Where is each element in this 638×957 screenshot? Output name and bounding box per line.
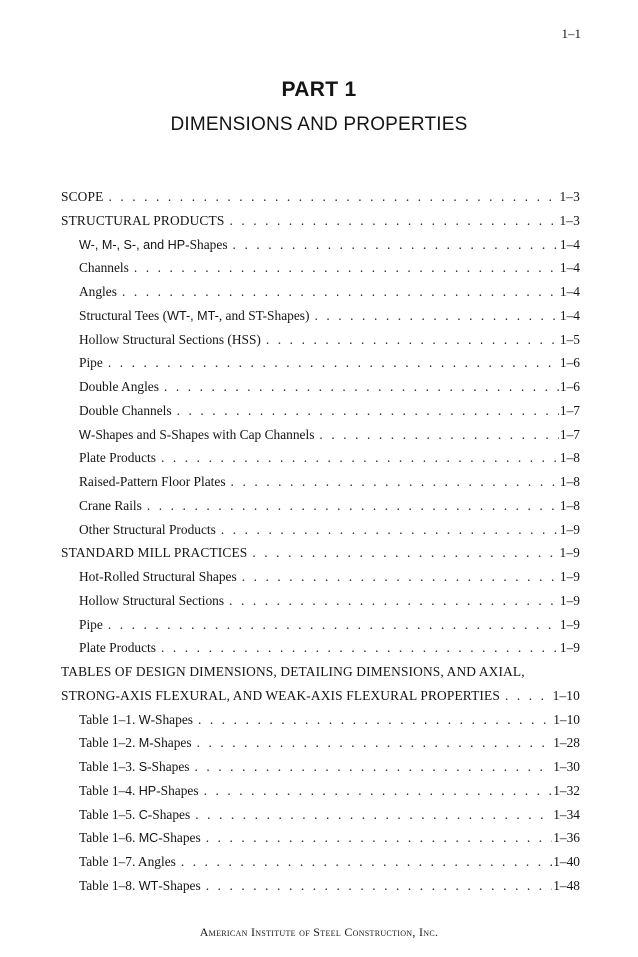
toc-label-prefix: Structural Tees (	[79, 307, 168, 323]
toc-page-number: 1–9	[559, 640, 580, 656]
toc-label-prefix: Table 1–4.	[79, 782, 139, 798]
toc-label-shape-designation: W	[138, 712, 151, 727]
toc-entry-label: Double Angles	[79, 379, 159, 394]
toc-label-shape-designation: C	[138, 807, 148, 822]
toc-subentry[interactable]	[61, 403, 580, 427]
toc-entry-label	[79, 308, 309, 324]
toc-subentry[interactable]	[61, 260, 580, 284]
toc-subentry[interactable]	[61, 783, 580, 807]
dot-leader	[164, 379, 559, 395]
toc-subentry[interactable]	[61, 237, 580, 261]
toc-subentry[interactable]	[61, 830, 580, 854]
toc-label-suffix: -Shapes	[147, 759, 190, 774]
toc-page-number: 1–4	[559, 260, 580, 276]
dot-leader	[231, 474, 559, 490]
toc-label-shape-designation: M	[138, 736, 150, 751]
toc-subentry[interactable]	[61, 854, 580, 878]
toc-entry-label: Plate Products	[79, 640, 156, 656]
toc-page-number: 1–32	[553, 782, 580, 798]
toc-entry-label: Double Channels	[79, 402, 172, 418]
toc-entry[interactable]	[61, 189, 580, 213]
dot-leader	[195, 807, 552, 823]
toc-entry-label: Plate Products	[79, 450, 156, 466]
toc-subentry[interactable]	[61, 807, 580, 831]
toc-entry-label: Pipe	[79, 616, 103, 632]
toc-subentry[interactable]	[61, 759, 580, 783]
dot-leader	[319, 427, 558, 443]
toc-label-prefix: Table 1–2.	[79, 735, 139, 751]
toc-page-number: 1–9	[559, 521, 580, 537]
dot-leader	[204, 783, 553, 799]
toc-label-suffix: -Shapes and S-Shapes with Cap Channels	[90, 426, 315, 442]
toc-subentry[interactable]	[61, 498, 580, 522]
part-title: PART 1	[281, 78, 357, 101]
toc-label-prefix: Table 1–8.	[79, 877, 139, 893]
toc-heading-line: TABLES OF DESIGN DIMENSIONS, DETAILING DIMENSIONS, AND AXIAL,	[61, 664, 525, 679]
dot-leader	[195, 759, 553, 775]
toc-subentry[interactable]	[61, 308, 580, 332]
toc-label-suffix: -Shapes	[185, 236, 228, 252]
toc-label-shape-designation: WT-, MT-	[167, 308, 219, 323]
toc-subentry[interactable]	[61, 735, 580, 759]
toc-label-prefix: Table 1–5.	[79, 806, 139, 822]
toc-subentry[interactable]	[61, 355, 580, 379]
footer-publisher: American Institute of Steel Construction, Inc.	[199, 925, 439, 939]
toc-label-shape-designation: W	[79, 427, 91, 442]
dot-leader	[198, 712, 552, 728]
toc-page-number: 1–5	[559, 331, 580, 347]
toc-subentry[interactable]	[61, 379, 580, 403]
toc-page-number: 1–4	[559, 284, 580, 299]
toc-label-prefix: Table 1–1.	[79, 711, 139, 727]
toc-page-number: 1–9	[559, 545, 580, 561]
dot-leader	[108, 355, 559, 371]
toc-entry[interactable]	[61, 688, 580, 712]
toc-page-number: 1–8	[559, 497, 580, 513]
toc-entry-label: SCOPE	[61, 189, 104, 204]
dot-leader	[252, 545, 558, 561]
dot-leader	[233, 237, 559, 253]
toc-page-number: 1–48	[553, 877, 580, 893]
dot-leader	[242, 569, 559, 585]
toc-subentry[interactable]	[61, 522, 580, 546]
toc-label-suffix: , and ST-Shapes)	[218, 307, 310, 323]
toc-entry-label: STRONG-AXIS FLEXURAL, AND WEAK-AXIS FLEXURAL PROPERTIES	[61, 687, 500, 703]
toc-page-number: 1–28	[553, 735, 580, 751]
toc-page-number: 1–3	[559, 212, 580, 228]
toc-page-number: 1–9	[559, 569, 580, 584]
toc-label-suffix: -Shapes	[147, 806, 191, 822]
toc-page-number: 1–6	[559, 379, 580, 394]
toc-entry-label	[79, 783, 199, 799]
toc-label-suffix: -Shapes	[149, 735, 192, 751]
toc-subentry[interactable]	[61, 569, 580, 593]
toc-page-number: 1–34	[553, 806, 580, 822]
toc-page-number: 1–4	[559, 236, 580, 252]
toc-subentry[interactable]	[61, 617, 580, 641]
toc-subentry[interactable]	[61, 878, 580, 902]
toc-subentry[interactable]	[61, 593, 580, 617]
dot-leader	[177, 403, 559, 419]
toc-label-shape-designation: WT	[138, 878, 159, 893]
dot-leader	[197, 735, 553, 751]
toc-label-shape-designation: S	[138, 760, 148, 774]
toc-entry-label: Angles	[79, 284, 117, 299]
toc-page-number: 1–6	[559, 355, 580, 371]
dot-leader	[229, 213, 558, 229]
toc-label-suffix: -Shapes	[158, 877, 201, 893]
dot-leader	[108, 189, 558, 205]
toc-entry-label	[79, 735, 192, 751]
dot-leader	[206, 878, 553, 894]
toc-page-number: 1–10	[552, 687, 580, 703]
dot-leader	[147, 498, 559, 514]
dot-leader	[505, 688, 552, 704]
dot-leader	[122, 284, 559, 300]
toc-entry-label: Other Structural Products	[79, 521, 216, 537]
toc-entry-label	[79, 712, 193, 728]
toc-subentry[interactable]	[61, 474, 580, 498]
toc-label-suffix: -Shapes	[156, 782, 199, 798]
dot-leader	[161, 640, 559, 656]
table-of-contents	[61, 189, 580, 902]
toc-entry-label	[79, 807, 190, 823]
toc-page-number: 1–7	[559, 402, 580, 418]
toc-entry-label: STANDARD MILL PRACTICES	[61, 545, 248, 561]
part-subtitle: DIMENSIONS AND PROPERTIES	[170, 114, 468, 135]
toc-subentry[interactable]	[61, 427, 580, 451]
toc-page-number: 1–30	[553, 759, 580, 774]
dot-leader	[266, 332, 559, 348]
toc-page-number: 1–7	[559, 426, 580, 442]
dot-leader	[161, 450, 559, 466]
toc-label-prefix: Table 1–3.	[79, 759, 139, 774]
dot-leader	[108, 617, 559, 633]
toc-label-shape-designation: HP	[138, 783, 157, 798]
dot-leader	[314, 308, 558, 324]
toc-label-suffix: -Shapes	[158, 830, 201, 846]
toc-label-prefix: Table 1–6.	[79, 830, 139, 846]
toc-entry-label: Channels	[79, 260, 129, 276]
toc-label-shape-designation: MC	[138, 831, 159, 846]
toc-entry[interactable]	[61, 213, 580, 237]
toc-page-number: 1–3	[559, 189, 580, 204]
toc-subentry[interactable]	[61, 284, 580, 308]
toc-entry[interactable]	[61, 545, 580, 569]
toc-entry-label: Crane Rails	[79, 497, 142, 513]
toc-entry-label: Hot-Rolled Structural Shapes	[79, 569, 237, 584]
toc-page-number: 1–4	[559, 307, 580, 323]
dot-leader	[221, 522, 559, 538]
dot-leader	[134, 260, 559, 276]
dot-leader	[206, 830, 553, 846]
dot-leader	[181, 854, 552, 870]
toc-entry-label	[79, 759, 190, 775]
toc-label-shape-designation: W-, M-, S-, and HP	[79, 237, 186, 252]
toc-entry-label: Pipe	[79, 355, 103, 371]
toc-entry-label: Hollow Structural Sections (HSS)	[79, 331, 261, 347]
toc-entry-label: STRUCTURAL PRODUCTS	[61, 212, 225, 228]
toc-subentry[interactable]	[61, 712, 580, 736]
toc-entry-label	[79, 237, 228, 253]
toc-page-number: 1–8	[559, 474, 580, 489]
toc-page-number: 1–10	[553, 711, 580, 727]
toc-entry-label	[79, 830, 201, 846]
toc-entry-label: Raised-Pattern Floor Plates	[79, 474, 226, 489]
toc-entry-label: Hollow Structural Sections	[79, 592, 225, 608]
page-number: 1–1	[561, 26, 581, 41]
toc-subentry[interactable]	[61, 450, 580, 474]
toc-subentry[interactable]	[61, 332, 580, 356]
toc-page-number: 1–8	[559, 450, 580, 466]
toc-page-number: 1–36	[553, 830, 580, 846]
toc-subentry[interactable]	[61, 640, 580, 664]
dot-leader	[229, 593, 559, 609]
toc-page-number: 1–9	[559, 592, 580, 608]
toc-label-suffix: -Shapes	[150, 711, 193, 727]
toc-entry-label: Table 1–7. Angles	[79, 854, 176, 869]
toc-entry-label	[79, 878, 201, 894]
toc-page-number: 1–40	[553, 854, 580, 869]
toc-entry-label	[79, 427, 314, 443]
toc-page-number: 1–9	[559, 616, 580, 632]
